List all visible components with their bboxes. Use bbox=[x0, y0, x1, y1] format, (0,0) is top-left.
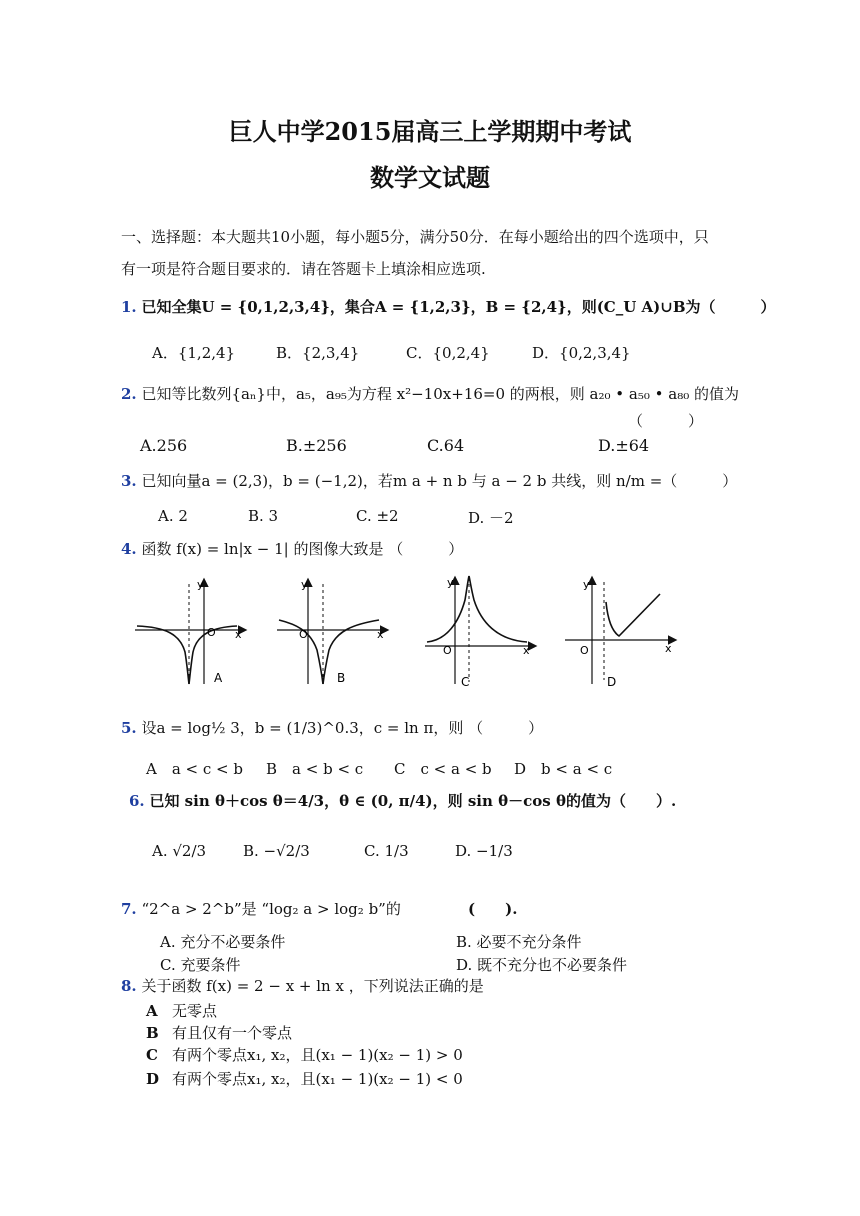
q3-option-d: D. －2 bbox=[468, 509, 514, 527]
q2-option-d: D.±64 bbox=[598, 436, 650, 455]
question-1 bbox=[121, 296, 776, 317]
q2-option-a: A.256 bbox=[140, 436, 188, 455]
question-3 bbox=[121, 470, 737, 491]
graph-label-d: D bbox=[607, 675, 617, 689]
question-text: “2^a > 2^b”是 “log₂ a > log₂ b”的 bbox=[141, 900, 401, 918]
graph-b bbox=[277, 578, 387, 685]
question-number: 3. bbox=[121, 472, 137, 490]
q1-option-d: D．{0,2,3,4} bbox=[532, 344, 631, 362]
q5-option-a: A a < c < b bbox=[146, 760, 243, 778]
question-number: 7. bbox=[121, 900, 137, 918]
q6-option-a: A. √2/3 bbox=[152, 842, 207, 860]
q4-graphs bbox=[125, 572, 685, 698]
option-text: 有且仅有一个零点 bbox=[172, 1024, 293, 1042]
q7-option-a: A. 充分不必要条件 bbox=[160, 933, 286, 951]
question-text: 已知等比数列{aₙ}中，a₅，a₉₅为方程 x²−10x+16=0 的两根，则 a₂₀ • a₅₀ • a₈₀ 的值为 bbox=[141, 385, 740, 403]
question-text: 已知向量a = (2,3)，b = (−1,2)，若m a + n b 与 a − 2 b 共线，则 n/m =（ ） bbox=[141, 472, 738, 490]
q7-option-d: D. 既不充分也不必要条件 bbox=[456, 956, 628, 974]
q8-option-d bbox=[146, 1068, 463, 1089]
q8-option-c bbox=[146, 1044, 463, 1065]
option-letter: C bbox=[146, 1046, 158, 1064]
origin-label: O bbox=[580, 644, 589, 657]
q7-option-c: C. 充要条件 bbox=[160, 956, 241, 974]
x-axis-label: x bbox=[665, 642, 672, 655]
origin-label: O bbox=[443, 644, 452, 657]
origin-label: O bbox=[207, 626, 216, 639]
origin-label: O bbox=[299, 628, 308, 641]
q8-option-a bbox=[146, 1000, 217, 1021]
graph-c bbox=[425, 576, 535, 689]
y-axis-label: y bbox=[197, 578, 204, 591]
x-axis-label: x bbox=[235, 628, 242, 641]
question-text: 设a = log½ 3，b = (1/3)^0.3，c = ln π，则 （ ） bbox=[141, 719, 544, 737]
q1-option-a: A．{1,2,4} bbox=[152, 344, 236, 362]
x-axis-label: x bbox=[523, 644, 530, 657]
question-5 bbox=[121, 717, 543, 738]
question-text: 关于函数 f(x) = 2 − x + ln x ，下列说法正确的是 bbox=[141, 977, 484, 995]
graph-a bbox=[135, 578, 245, 685]
section-instruction-line1: 一、选择题：本大题共10小题，每小题5分，满分50分．在每小题给出的四个选项中，只 bbox=[121, 228, 709, 246]
x-axis-label: x bbox=[377, 628, 384, 641]
question-number: 1. bbox=[121, 298, 137, 316]
q3-option-b: B. 3 bbox=[248, 507, 279, 525]
question-text: 已知全集U = {0,1,2,3,4}，集合A = {1,2,3}，B = {2,4}，则(C_U A)∪B为（ ） bbox=[141, 298, 776, 316]
question-number: 4. bbox=[121, 540, 137, 558]
option-letter: B bbox=[146, 1024, 159, 1042]
question-7 bbox=[121, 898, 401, 919]
q2-option-c: C.64 bbox=[427, 436, 465, 455]
option-text: 有两个零点x₁, x₂，且(x₁ − 1)(x₂ − 1) > 0 bbox=[172, 1046, 463, 1064]
q1-option-c: C．{0,2,4} bbox=[406, 344, 490, 362]
option-letter: D bbox=[146, 1070, 160, 1088]
section-instruction-line2: 有一项是符合题目要求的．请在答题卡上填涂相应选项. bbox=[121, 260, 486, 278]
q6-option-d: D. −1/3 bbox=[455, 842, 513, 860]
q1-option-b: B．{2,3,4} bbox=[276, 344, 360, 362]
question-text: 函数 f(x) = ln|x − 1| 的图像大致是 （ ） bbox=[141, 540, 464, 558]
graph-label-b: B bbox=[337, 671, 346, 685]
option-text: 无零点 bbox=[172, 1002, 218, 1020]
q7-answer-paren: ( ). bbox=[468, 900, 518, 918]
question-6 bbox=[129, 790, 676, 811]
q5-option-d: D b < a < c bbox=[514, 760, 613, 778]
question-2 bbox=[121, 383, 739, 404]
q3-option-c: C. ±2 bbox=[356, 507, 399, 525]
q7-option-b: B. 必要不充分条件 bbox=[456, 933, 582, 951]
y-axis-label: y bbox=[301, 578, 308, 591]
question-8 bbox=[121, 975, 484, 996]
option-text: 有两个零点x₁, x₂，且(x₁ − 1)(x₂ − 1) < 0 bbox=[172, 1070, 463, 1088]
q5-option-c: C c < a < b bbox=[394, 760, 492, 778]
option-letter: A bbox=[146, 1002, 158, 1020]
q8-option-b bbox=[146, 1022, 292, 1043]
y-axis-label: y bbox=[447, 576, 454, 589]
q6-option-c: C. 1/3 bbox=[364, 842, 409, 860]
exam-subtitle: 数学文试题 bbox=[370, 163, 490, 192]
question-number: 5. bbox=[121, 719, 137, 737]
q3-option-a: A. 2 bbox=[158, 507, 188, 525]
question-text: 已知 sin θ＋cos θ＝4/3，θ ∈ (0, π/4)，则 sin θ－cos θ的值为（ ）. bbox=[149, 792, 677, 810]
graph-d bbox=[565, 578, 675, 689]
q5-option-b: B a < b < c bbox=[266, 760, 364, 778]
q6-option-b: B. −√2/3 bbox=[243, 842, 310, 860]
graph-label-c: C bbox=[461, 675, 470, 689]
question-number: 6. bbox=[129, 792, 145, 810]
y-axis-label: y bbox=[583, 578, 590, 591]
question-number: 2. bbox=[121, 385, 137, 403]
question-4 bbox=[121, 538, 463, 559]
exam-title: 巨人中学2015届高三上学期期中考试 bbox=[228, 117, 632, 146]
question-number: 8. bbox=[121, 977, 137, 995]
q2-option-b: B.±256 bbox=[286, 436, 347, 455]
q2-answer-paren: （ ） bbox=[628, 412, 704, 430]
graph-label-a: A bbox=[214, 671, 223, 685]
